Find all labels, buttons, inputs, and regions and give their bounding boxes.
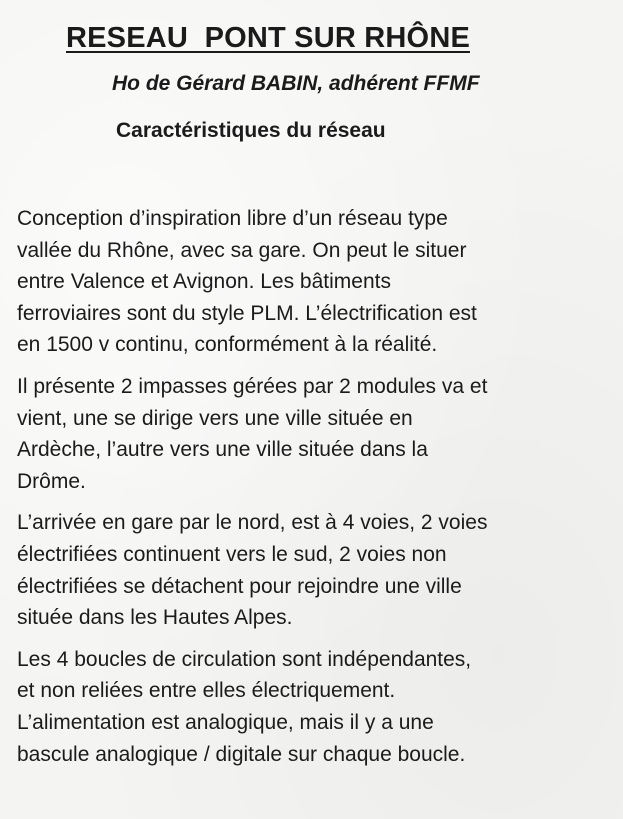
paragraph-line: vient, une se dirige vers une ville située en: [17, 406, 413, 430]
paragraph-line: bascule analogique / digitale sur chaque boucle.: [17, 742, 466, 766]
document-subtitle: Ho de Gérard BABIN, adhérent FFMF: [112, 72, 480, 95]
paragraph-line: entre Valence et Avignon. Les bâtiments: [17, 270, 391, 294]
document-body: [17, 203, 617, 780]
paragraph-boucles: [17, 644, 617, 770]
paragraph-line: vallée du Rhône, avec sa gare. On peut le situer: [17, 238, 467, 262]
paragraph-conception: [17, 203, 617, 361]
paragraph-line: ferroviaires sont du style PLM. L’électrification est: [17, 301, 477, 325]
paragraph-line: électrifiées continuent vers le sud, 2 voies non: [17, 542, 447, 566]
paragraph-line: Il présente 2 impasses gérées par 2 modules va et: [17, 374, 488, 398]
paragraph-line: située dans les Hautes Alpes.: [17, 606, 293, 630]
paragraph-line: Conception d’inspiration libre d’un réseau type: [17, 207, 448, 230]
paragraph-impasses: [17, 371, 617, 497]
paragraph-line: Ardèche, l’autre vers une ville située dans la: [17, 438, 428, 462]
section-heading: Caractéristiques du réseau: [116, 119, 386, 142]
document-title: RESEAU PONT SUR RHÔNE: [66, 22, 470, 54]
paragraph-line: L’arrivée en gare par le nord, est à 4 voies, 2 voies: [17, 511, 488, 535]
paragraph-line: L’alimentation est analogique, mais il y a une: [17, 710, 434, 734]
paragraph-line: Les 4 boucles de circulation sont indépendantes,: [17, 647, 472, 671]
paragraph-line: électrifiées se détachent pour rejoindre une ville: [17, 574, 462, 598]
paragraph-line: et non reliées entre elles électriquement.: [17, 679, 396, 703]
paragraph-arrivee: [17, 507, 617, 633]
paragraph-line: Drôme.: [17, 469, 86, 493]
paragraph-line: en 1500 v continu, conformément à la réalité.: [17, 333, 438, 357]
